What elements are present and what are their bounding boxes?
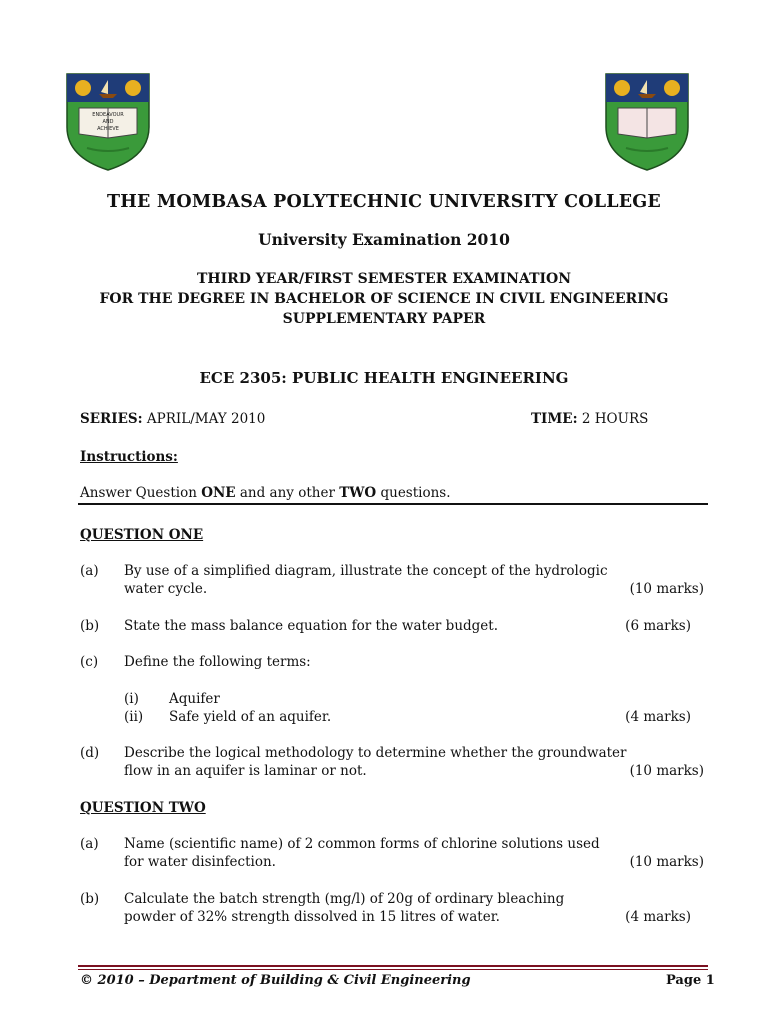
instr-one: ONE — [201, 485, 236, 501]
exam-year-line: THIRD YEAR/FIRST SEMESTER EXAMINATION — [196, 271, 572, 287]
q1-a-marks: (10 marks) — [629, 581, 704, 597]
q1-c-marks: (4 marks) — [625, 709, 691, 725]
institution-name: THE MOMBASA POLYTECHNIC UNIVERSITY COLLEGE — [107, 192, 661, 212]
footer-divider — [78, 965, 708, 967]
footer-divider-thin — [78, 969, 708, 970]
time-row — [531, 410, 648, 428]
q1-c-ii-line: Safe yield of an aquifer. — [169, 709, 332, 725]
q1-b-marks: (6 marks) — [625, 618, 691, 634]
q1-c-label: (c) — [80, 654, 99, 670]
q1-c-ii-text — [169, 708, 691, 726]
q2-a-line: for water disinfection. — [124, 854, 276, 870]
course-title: ECE 2305: PUBLIC HEALTH ENGINEERING — [199, 369, 569, 387]
q2-a-text — [124, 835, 704, 871]
q2-a-label: (a) — [80, 836, 99, 852]
university-crest-left — [65, 72, 151, 172]
q1-c-i-text: Aquifer — [169, 691, 220, 707]
svg-text:AND: AND — [102, 119, 114, 125]
paper-type-line: SUPPLEMENTARY PAPER — [282, 311, 486, 327]
q1-d-text — [124, 744, 704, 780]
q1-b-line: State the mass balance equation for the water budget. — [124, 618, 499, 634]
time-value: 2 HOURS — [581, 411, 649, 427]
q2-b-line: powder of 32% strength dissolved in 15 litres of water. — [124, 909, 500, 925]
svg-text:ENDEAVOUR: ENDEAVOUR — [92, 112, 124, 118]
q1-a-line: By use of a simplified diagram, illustrate the concept of the hydrologic — [124, 563, 608, 579]
q2-b-label: (b) — [80, 891, 100, 907]
q1-b-text — [124, 617, 691, 635]
q1-a-text — [124, 562, 704, 598]
q1-c-i-label: (i) — [124, 691, 139, 707]
instructions-text — [80, 484, 451, 502]
time-label: TIME: — [531, 411, 578, 427]
degree-line: FOR THE DEGREE IN BACHELOR OF SCIENCE IN CIVIL ENGINEERING — [99, 291, 669, 307]
q1-d-line: flow in an aquifer is laminar or not. — [124, 763, 367, 779]
instr-two: TWO — [339, 485, 377, 501]
q1-a-line: water cycle. — [124, 581, 208, 597]
q2-a-line: Name (scientific name) of 2 common forms of chlorine solutions used — [124, 836, 600, 852]
page-number: Page 1 — [666, 973, 715, 988]
q2-a-marks: (10 marks) — [629, 854, 704, 870]
series-value: APRIL/MAY 2010 — [146, 411, 266, 427]
q1-c-text: Define the following terms: — [124, 654, 311, 670]
series-label: SERIES: — [80, 411, 143, 427]
instr-part: Answer Question — [80, 485, 202, 501]
instr-part: questions. — [376, 485, 451, 501]
q1-d-marks: (10 marks) — [629, 763, 704, 779]
q2-b-line: Calculate the batch strength (mg/l) of 20g of ordinary bleaching — [124, 891, 565, 907]
q2-b-text — [124, 890, 691, 926]
question-one-heading: QUESTION ONE — [80, 527, 204, 543]
instructions-heading: Instructions: — [80, 449, 178, 465]
q2-b-marks: (4 marks) — [625, 909, 691, 925]
footer-copyright: © 2010 – Department of Building & Civil Engineering — [80, 973, 471, 988]
q1-a-label: (a) — [80, 563, 99, 579]
q1-d-label: (d) — [80, 745, 100, 761]
svg-text:ACHIEVE: ACHIEVE — [97, 126, 119, 132]
series-row — [80, 410, 265, 428]
q1-c-ii-label: (ii) — [124, 709, 144, 725]
university-crest-right — [604, 72, 690, 172]
question-two-heading: QUESTION TWO — [80, 800, 206, 816]
q1-d-line: Describe the logical methodology to determine whether the groundwater — [124, 745, 627, 761]
section-divider — [78, 503, 708, 505]
exam-title: University Examination 2010 — [258, 230, 510, 249]
instr-part: and any other — [235, 485, 340, 501]
q1-b-label: (b) — [80, 618, 100, 634]
